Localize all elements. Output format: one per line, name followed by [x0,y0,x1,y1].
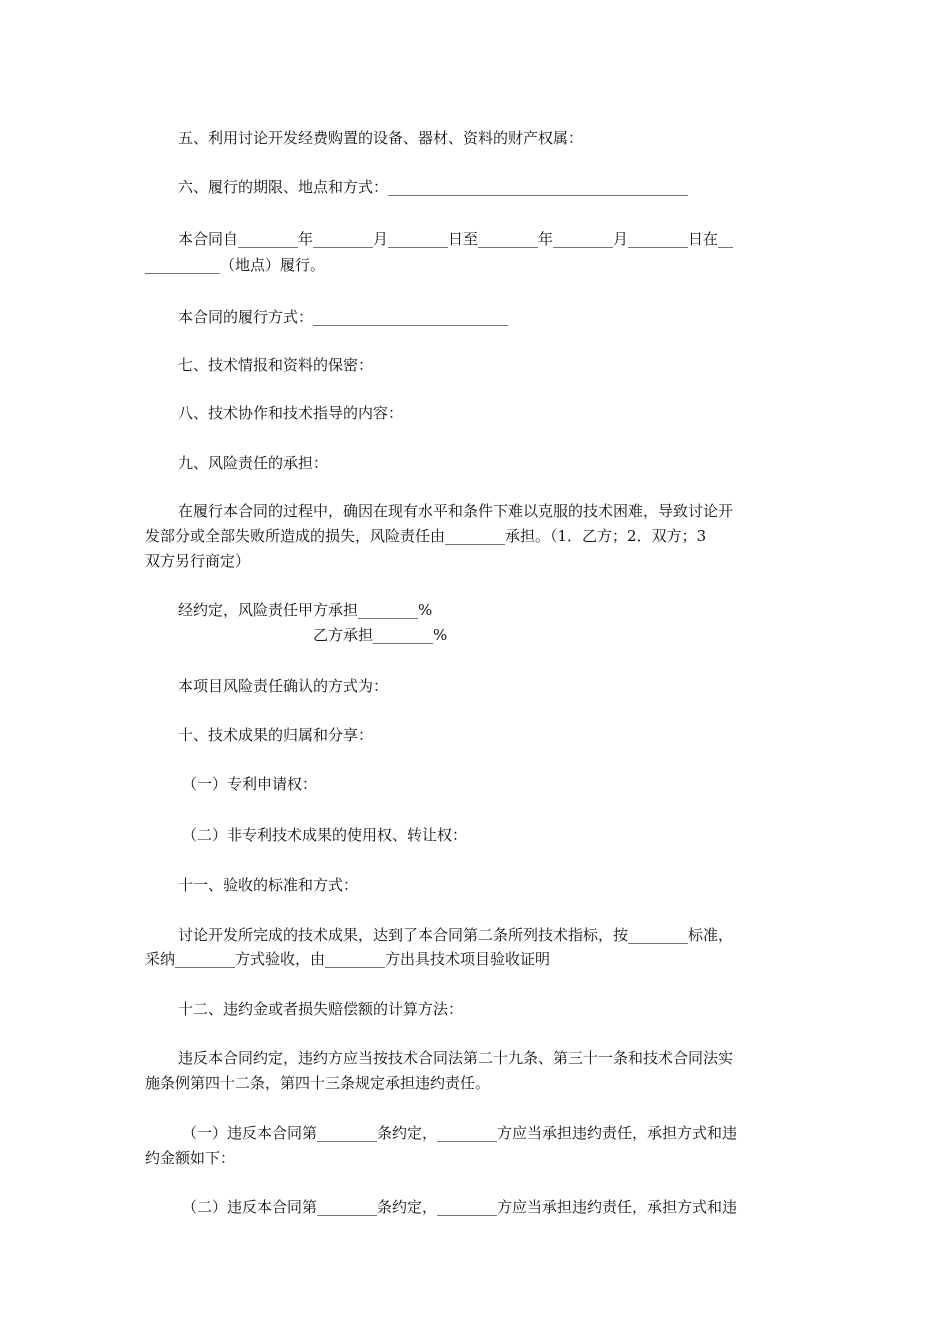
breach-item-1-line-2: 约金额如下： [145,1149,236,1167]
clause-11-heading: 十一、验收的标准和方式： [178,876,359,894]
clause-12-heading: 十二、违约金或者损失赔偿额的计算方法： [178,1000,464,1018]
performance-method-line: 本合同的履行方式：__________________________ [178,308,509,326]
clause-5-heading: 五、利用讨论开发经费购置的设备、器材、资料的财产权属： [178,129,584,147]
clause-10-heading: 十、技术成果的归属和分享： [178,726,374,744]
clause-7-heading: 七、技术情报和资料的保密： [178,356,374,374]
patent-right-line: （一）专利申请权： [182,775,318,793]
risk-confirmation-line: 本项目风险责任确认的方式为： [178,677,389,695]
acceptance-paragraph-line-2: 采纳________方式验收，由________方出具技术项目验收证明 [145,950,551,968]
acceptance-paragraph-line-1: 讨论开发所完成的技术成果，达到了本合同第二条所列技术指标，按________标准， [178,926,734,944]
breach-paragraph-line-2: 施条例第四十二条，第四十三条规定承担违约责任。 [145,1074,491,1092]
risk-paragraph-line-1: 在履行本合同的过程中，确因在现有水平和条件下难以克服的技术困难，导致讨论开 [178,502,734,520]
clause-9-heading: 九、风险责任的承担： [178,454,329,472]
breach-paragraph-line-1: 违反本合同约定，违约方应当按技术合同法第二十九条、第三十一条和技术合同法实 [178,1049,734,1067]
risk-party-b-line: 乙方承担________% [313,626,448,644]
risk-paragraph-line-3: 双方另行商定） [145,552,251,570]
clause-6-heading: 六、履行的期限、地点和方式：________________________________________ [178,178,689,196]
risk-paragraph-line-2: 发部分或全部失败所造成的损失，风险责任由________承担。（1．乙方；2．双方；3 [145,527,707,545]
clause-8-heading: 八、技术协作和技术指导的内容： [178,404,404,422]
non-patent-right-line: （二）非专利技术成果的使用权、转让权： [182,826,468,844]
risk-party-a-line: 经约定，风险责任甲方承担________% [178,601,433,619]
breach-item-2-line-1: （二）违反本合同第________条约定，________方应当承担违约责任，承担方式和违 [182,1198,738,1216]
performance-period-line: 本合同自________年________月________日至________年________月________日在__ [178,230,734,248]
performance-location-line: __________（地点）履行。 [145,256,326,274]
breach-item-1-line-1: （一）违反本合同第________条约定，________方应当承担违约责任，承担方式和违 [182,1124,738,1142]
